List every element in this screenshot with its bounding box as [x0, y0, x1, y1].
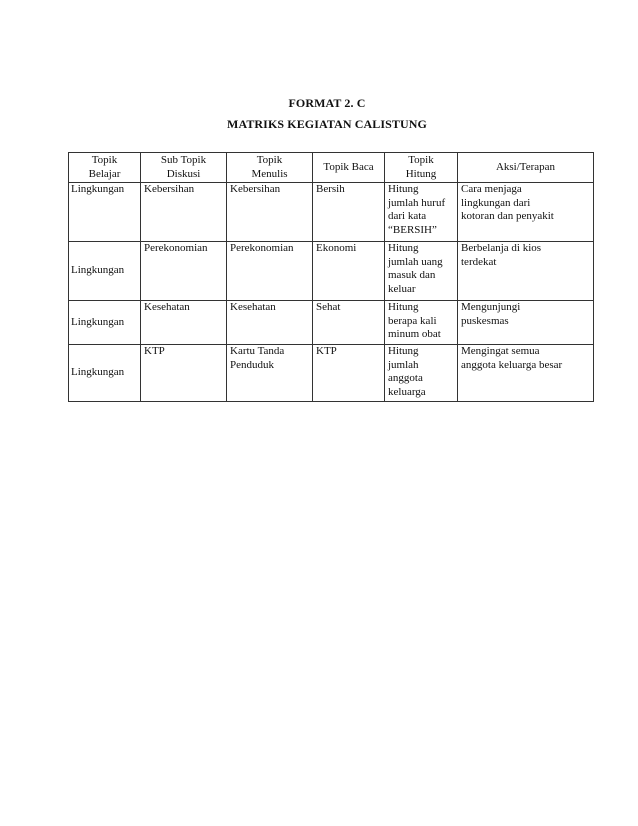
cell-aksi: Mengingat semua anggota keluarga besar — [458, 345, 594, 402]
cell-topik-hitung: Hitung jumlah huruf dari kata “BERSIH” — [385, 183, 458, 242]
cell-topik-hitung: Hitung berapa kali minum obat — [385, 301, 458, 345]
calistung-matrix-table — [68, 152, 594, 402]
cell-sub-topik: Kesehatan — [141, 301, 227, 345]
cell-topik-belajar: Lingkungan — [69, 345, 141, 402]
cell-aksi: Cara menjaga lingkungan dari kotoran dan penyakit — [458, 183, 594, 242]
header-topik-baca: Topik Baca — [313, 153, 385, 183]
table-row — [69, 345, 594, 402]
cell-topik-baca: KTP — [313, 345, 385, 402]
table-row — [69, 242, 594, 301]
cell-topik-menulis: Perekonomian — [227, 242, 313, 301]
cell-topik-baca: Bersih — [313, 183, 385, 242]
cell-topik-baca: Ekonomi — [313, 242, 385, 301]
matrix-title: MATRIKS KEGIATAN CALISTUNG — [227, 117, 427, 131]
cell-topik-belajar: Lingkungan — [69, 242, 141, 301]
cell-aksi: Mengunjungi puskesmas — [458, 301, 594, 345]
table-header-row — [69, 153, 594, 183]
cell-topik-hitung: Hitung jumlah anggota keluarga — [385, 345, 458, 402]
cell-topik-belajar: Lingkungan — [69, 183, 141, 242]
cell-sub-topik: Perekonomian — [141, 242, 227, 301]
cell-topik-belajar: Lingkungan — [69, 301, 141, 345]
header-topik-belajar: Topik Belajar — [69, 153, 141, 183]
cell-topik-baca: Sehat — [313, 301, 385, 345]
cell-sub-topik: KTP — [141, 345, 227, 402]
cell-topik-hitung: Hitung jumlah uang masuk dan keluar — [385, 242, 458, 301]
cell-sub-topik: Kebersihan — [141, 183, 227, 242]
cell-topik-menulis: Kesehatan — [227, 301, 313, 345]
cell-topik-menulis: Kebersihan — [227, 183, 313, 242]
table-row — [69, 301, 594, 345]
cell-aksi: Berbelanja di kios terdekat — [458, 242, 594, 301]
header-topik-hitung: Topik Hitung — [385, 153, 458, 183]
table-row — [69, 183, 594, 242]
cell-topik-menulis: Kartu Tanda Penduduk — [227, 345, 313, 402]
format-title: FORMAT 2. C — [288, 96, 366, 110]
header-sub-topik-diskusi: Sub Topik Diskusi — [141, 153, 227, 183]
header-aksi-terapan: Aksi/Terapan — [458, 153, 594, 183]
header-topik-menulis: Topik Menulis — [227, 153, 313, 183]
